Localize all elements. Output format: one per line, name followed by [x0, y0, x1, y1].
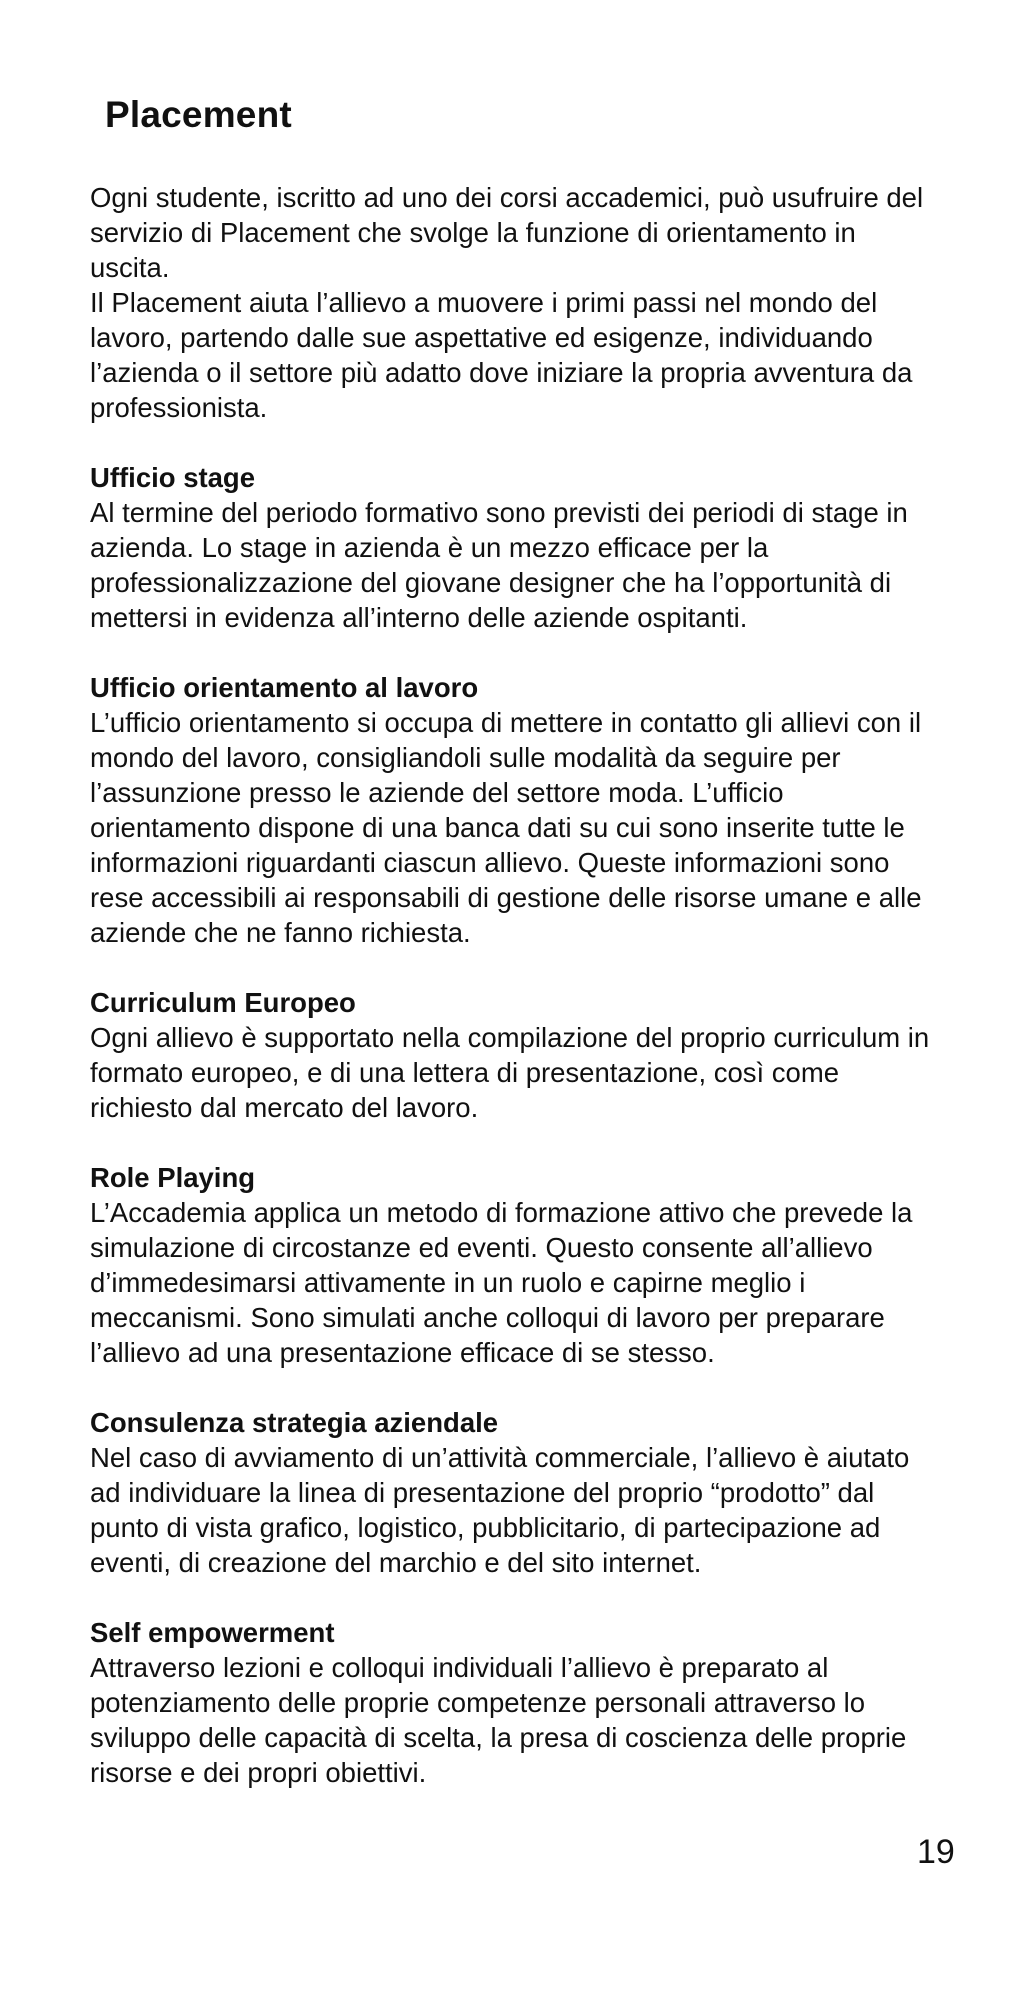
- section-heading: Self empowerment: [90, 1617, 335, 1648]
- page-number: 19: [917, 1833, 955, 1871]
- section-role-playing: [90, 1160, 930, 1370]
- section-heading: Consulenza strategia aziendale: [90, 1407, 499, 1438]
- section-body: L’Accademia applica un metodo di formazione attivo che prevede la simulazione di circostanze ed eventi. Questo consente all’allievo d’immedesimarsi attivamente in un ruolo e capirne meglio i meccanismi. Sono simulati anche colloqui di lavoro per preparare l’allievo ad una presentazione efficace di se stesso.: [90, 1197, 913, 1368]
- section-ufficio-stage: [90, 460, 930, 635]
- section-body: Attraverso lezioni e colloqui individuali l’allievo è preparato al potenziamento delle proprie competenze personali attraverso lo sviluppo delle capacità di scelta, la presa di coscienza delle proprie risorse e dei propri obiettivi.: [90, 1652, 907, 1788]
- section-body: Al termine del periodo formativo sono previsti dei periodi di stage in azienda. Lo stage in azienda è un mezzo efficace per la professionalizzazione del giovane designer che ha l’opportunità di mettersi in evidenza all’interno delle aziende ospitanti.: [90, 497, 908, 633]
- section-curriculum-europeo: [90, 985, 930, 1125]
- section-body: Nel caso di avviamento di un’attività commerciale, l’allievo è aiutato ad individuare la linea di presentazione del proprio “prodotto” dal punto di vista grafico, logistico, pubblicitario, di partecipazione ad eventi, di creazione del marchio e del sito internet.: [90, 1442, 910, 1578]
- intro-paragraph: Ogni studente, iscritto ad uno dei corsi accademici, può usufruire del servizio di Placement che svolge la funzione di orientamento in uscita.: [90, 182, 924, 283]
- section-heading: Role Playing: [90, 1162, 256, 1193]
- page-title: Placement: [105, 94, 292, 135]
- section-heading: Ufficio orientamento al lavoro: [90, 672, 479, 703]
- intro-block: [90, 180, 930, 425]
- section-body: Ogni allievo è supportato nella compilazione del proprio curriculum in formato europeo, e di una lettera di presentazione, così come richiesto dal mercato del lavoro.: [90, 1022, 930, 1123]
- section-consulenza-strategia: [90, 1405, 930, 1580]
- section-ufficio-orientamento: [90, 670, 930, 950]
- section-body: L’ufficio orientamento si occupa di mettere in contatto gli allievi con il mondo del lavoro, consigliandoli sulle modalità da seguire per l’assunzione presso le aziende del settore moda. L’ufficio orientamento dispone di una banca dati su cui sono inserite tutte le informazioni riguardanti ciascun allievo. Queste informazioni sono rese accessibili ai responsabili di gestione delle risorse umane e alle aziende che ne fanno richiesta.: [90, 707, 922, 948]
- section-heading: Ufficio stage: [90, 462, 256, 493]
- page-content: [90, 180, 930, 1790]
- section-heading: Curriculum Europeo: [90, 987, 356, 1018]
- section-self-empowerment: [90, 1615, 930, 1790]
- intro-paragraph: Il Placement aiuta l’allievo a muovere i primi passi nel mondo del lavoro, partendo dalle sue aspettative ed esigenze, individuando l’azienda o il settore più adatto dove iniziare la propria avventura da professionista.: [90, 287, 913, 423]
